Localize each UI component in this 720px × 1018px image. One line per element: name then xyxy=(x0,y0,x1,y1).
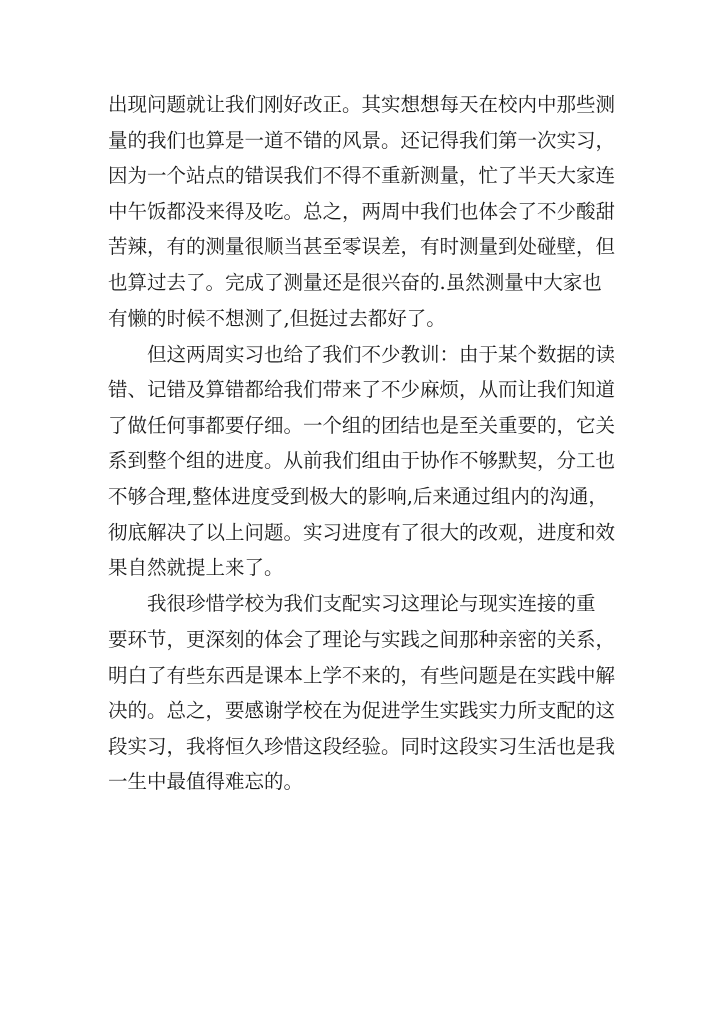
text-line: 不够合理,整体进度受到极大的影响,后来通过组内的沟通， xyxy=(108,485,608,509)
text-line: 量的我们也算是一道不错的风景。还记得我们第一次实习， xyxy=(108,128,616,152)
text-line: 段实习，我将恒久珍惜这段经验。同时这段实习生活也是我 xyxy=(108,734,616,758)
text-line: 苦辣，有的测量很顺当甚至零误差，有时测量到处碰壁，但 xyxy=(108,235,616,259)
document-body xyxy=(108,87,616,800)
paragraph-1 xyxy=(108,87,616,336)
paragraph-3 xyxy=(108,586,616,800)
text-line: 我很珍惜学校为我们支配实习这理论与现实连接的重 xyxy=(108,592,596,616)
text-line: 有懒的时候不想测了,但挺过去都好了。 xyxy=(108,306,446,330)
text-line: 系到整个组的进度。从前我们组由于协作不够默契，分工也 xyxy=(108,449,616,473)
text-line: 明白了有些东西是课本上学不来的，有些问题是在实践中解 xyxy=(108,663,616,687)
text-line: 因为一个站点的错误我们不得不重新测量，忙了半天大家连 xyxy=(108,164,616,188)
text-line: 出现问题就让我们刚好改正。其实想想每天在校内中那些测 xyxy=(108,93,616,116)
text-line: 彻底解决了以上问题。实习进度有了很大的改观，进度和效 xyxy=(108,520,616,544)
text-line: 了做任何事都要仔细。一个组的团结也是至关重要的，它关 xyxy=(108,413,616,437)
text-line: 决的。总之，要感谢学校在为促进学生实践实力所支配的这 xyxy=(108,699,616,723)
text-line: 但这两周实习也给了我们不少教训：由于某个数据的读 xyxy=(108,342,616,366)
text-line: 中午饭都没来得及吃。总之，两周中我们也体会了不少酸甜 xyxy=(108,199,616,223)
text-line: 要环节，更深刻的体会了理论与实践之间那种亲密的关系， xyxy=(108,627,616,651)
text-line: 果自然就提上来了。 xyxy=(108,556,284,580)
text-line: 也算过去了。完成了测量还是很兴奋的.虽然测量中大家也 xyxy=(108,270,602,294)
text-line: 错、记错及算错都给我们带来了不少麻烦，从而让我们知道 xyxy=(108,378,616,402)
paragraph-2 xyxy=(108,337,616,586)
text-line: 一生中最值得难忘的。 xyxy=(108,770,304,794)
